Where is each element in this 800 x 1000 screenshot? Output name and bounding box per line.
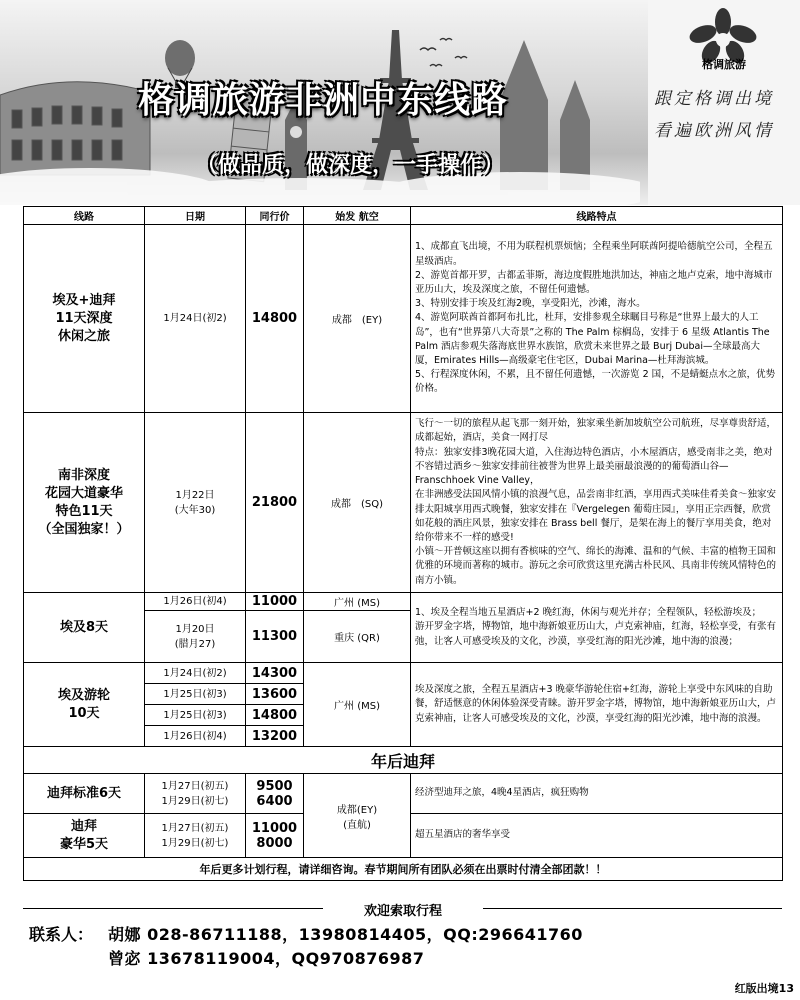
route-name: 埃及8天 (24, 593, 145, 663)
departure-date: 1月20日 (腊月27) (145, 611, 246, 663)
price: 11000 8000 (246, 814, 304, 858)
departure-airline: 成都 (SQ) (304, 413, 411, 593)
brand-panel (648, 0, 800, 205)
departure-airline: 广州 (MS) (304, 663, 411, 747)
departure-date: 1月24日(初2) (145, 663, 246, 684)
header-banner (0, 0, 800, 205)
price: 9500 6400 (246, 774, 304, 814)
departure-airline: 成都 (EY) (304, 225, 411, 413)
route-features: 1、成都直飞出境，不用为联程机票烦恼；全程乘坐阿联酋阿提哈德航空公司，全程五星级酒店。 2、游览首都开罗，古都孟菲斯，海边度假胜地洪加达，神庙之地卢克索，地中海城市亚历山大，埃及深度之旅，不留任何遗憾。 3、特别安排于埃及红海2晚，享受阳光，沙滩，海水。 4、游览阿联酋首都阿布扎比，杜拜，安排参观全球瞩目号称是“世界上最大的人工岛”，也有“世界第八大奇景”之称的 The Palm 棕榈岛，安排于 6 星级 Atlantis The Palm 酒店参观失落海底世界水族馆，欣赏未来世界之最 Burj Dubai—全球最高大厦，Emirates Hills—高级豪宅住宅区，Dubai Marina—杜拜海滨城。 5、行程深度休闲，不累，且不留任何遗憾，一次游览 2 国，不是蜻蜓点水之旅，优势价格。 (411, 225, 783, 413)
departure-airline: 广州 (MS) (304, 593, 411, 611)
departure-airline: 重庆 (QR) (304, 611, 411, 663)
route-name: 埃及游轮 10天 (24, 663, 145, 747)
table-row (24, 663, 783, 684)
departure-date: 1月22日 (大年30) (145, 413, 246, 593)
slogan-line-1: 跟定格调出境 (654, 89, 774, 109)
contact-label: 联系人： (29, 925, 94, 944)
itinerary-table (23, 206, 783, 881)
birds-icon (420, 39, 467, 67)
notice-row (24, 858, 783, 881)
table-row (24, 413, 783, 593)
route-features: 飞行～一切的旅程从起飞那一刻开始，独家乘坐新加坡航空公司航班，尽享尊贵舒适，成都起始，酒店，美食一网打尽 特点：独家安排3晚花园大道，入住海边特色酒店，小木屋酒店，感受南非之美，绝对不容错过酒乡～独家安排前往被誉为世界上最美丽最浪漫的的葡萄酒山谷—Franschhoek Vine Valley， 在非洲感受法国风情小镇的浪漫气息，品尝南非红酒，享用西式美味佳肴美食～独家安排太阳城享用西式晚餐，独家安排在『Vergelegen 葡萄庄园』，享用正宗西餐，欣赏如花般的酒庄风景，独家安排在 Brass bell 餐厅，是架在海上的餐厅享用美食，绝对给你带来不一样的感受! 小镇～开普顿这座以拥有香槟味的空气、绵长的海滩、温和的气候、丰富的植物王国和优雅的环境而著称的城市。游玩之余可欣赏这里充满古朴民风、具南非传统风情特色的南方小镇。 (411, 413, 783, 593)
contact-section (23, 900, 782, 974)
itinerary-table-wrapper (23, 206, 782, 881)
section-row (24, 747, 783, 774)
price: 11300 (246, 611, 304, 663)
col-header-departure: 始发 航空 (304, 207, 411, 225)
brand-logo-text: 格调旅游 (702, 58, 746, 71)
price: 14800 (246, 225, 304, 413)
departure-date: 1月24日(初2) (145, 225, 246, 413)
departure-date: 1月27日(初五) 1月29日(初七) (145, 774, 246, 814)
departure-date: 1月25日(初3) (145, 705, 246, 726)
col-header-price: 同行价 (246, 207, 304, 225)
route-name: 迪拜标准6天 (24, 774, 145, 814)
booking-notice: 年后更多计划行程，请详细咨询。春节期间所有团队必须在出票时付清全部团款！！ (24, 858, 783, 881)
route-features: 埃及深度之旅，全程五星酒店+3 晚豪华游轮住宿+红海，游轮上享受中东风味的自助餐，舒适惬意的休闲体验深受青睐。游开罗金字塔，博物馆，地中海新娘亚历山大，卢克索神庙，让客人可感受埃及的文化，沙漠，享受红海的阳光沙滩，地中海的浪漫。 (411, 663, 783, 747)
departure-date: 1月27日(初五) 1月29日(初七) (145, 814, 246, 858)
col-header-date: 日期 (145, 207, 246, 225)
contact-person-2: 曾宓 13678119004，QQ970876987 (108, 949, 425, 968)
departure-date: 1月26日(初4) (145, 593, 246, 611)
table-row (24, 225, 783, 413)
page-number: 红版出境13 (734, 982, 794, 995)
table-row (24, 593, 783, 611)
departure-airline: 成都(EY) (直航) (304, 774, 411, 858)
route-name: 埃及+迪拜 11天深度 休闲之旅 (24, 225, 145, 413)
page-title: 格调旅游非洲中东线路 (137, 80, 508, 121)
contact-person-1: 胡娜 028-86711188，13980814405，QQ:296641760 (108, 925, 583, 944)
section-title: 年后迪拜 (24, 747, 783, 774)
price: 11000 (246, 593, 304, 611)
route-features: 1、埃及全程当地五星酒店+2 晚红海，休闲与观光并存；全程领队，轻松游埃及； 游开罗金字塔，博物馆，地中海新娘亚历山大，卢克索神庙，红海，轻松享受，有张有弛，让客人可感受埃及的文化，沙漠，享受红海的阳光沙滩，地中海的浪漫； (411, 593, 783, 663)
departure-date: 1月25日(初3) (145, 684, 246, 705)
route-name: 迪拜 豪华5天 (24, 814, 145, 858)
page-subtitle: （做品质，做深度，一手操作） (195, 153, 504, 178)
route-features: 经济型迪拜之旅，4晚4星酒店，疯狂购物 (411, 774, 783, 814)
col-header-features: 线路特点 (411, 207, 783, 225)
table-header-row (24, 207, 783, 225)
route-name: 南非深度 花园大道豪华 特色11天 （全国独家！） (24, 413, 145, 593)
contact-title: 欢迎索取行程 (323, 900, 483, 919)
contact-heading (23, 900, 782, 919)
slogan-line-2: 看遍欧洲风情 (654, 121, 774, 141)
price: 14300 (246, 663, 304, 684)
price: 14800 (246, 705, 304, 726)
table-row (24, 774, 783, 814)
divider (483, 908, 782, 909)
divider (23, 908, 323, 909)
departure-date: 1月26日(初4) (145, 726, 246, 747)
price: 13200 (246, 726, 304, 747)
price: 13600 (246, 684, 304, 705)
col-header-route: 线路 (24, 207, 145, 225)
price: 21800 (246, 413, 304, 593)
route-features: 超五星酒店的奢华享受 (411, 814, 783, 858)
